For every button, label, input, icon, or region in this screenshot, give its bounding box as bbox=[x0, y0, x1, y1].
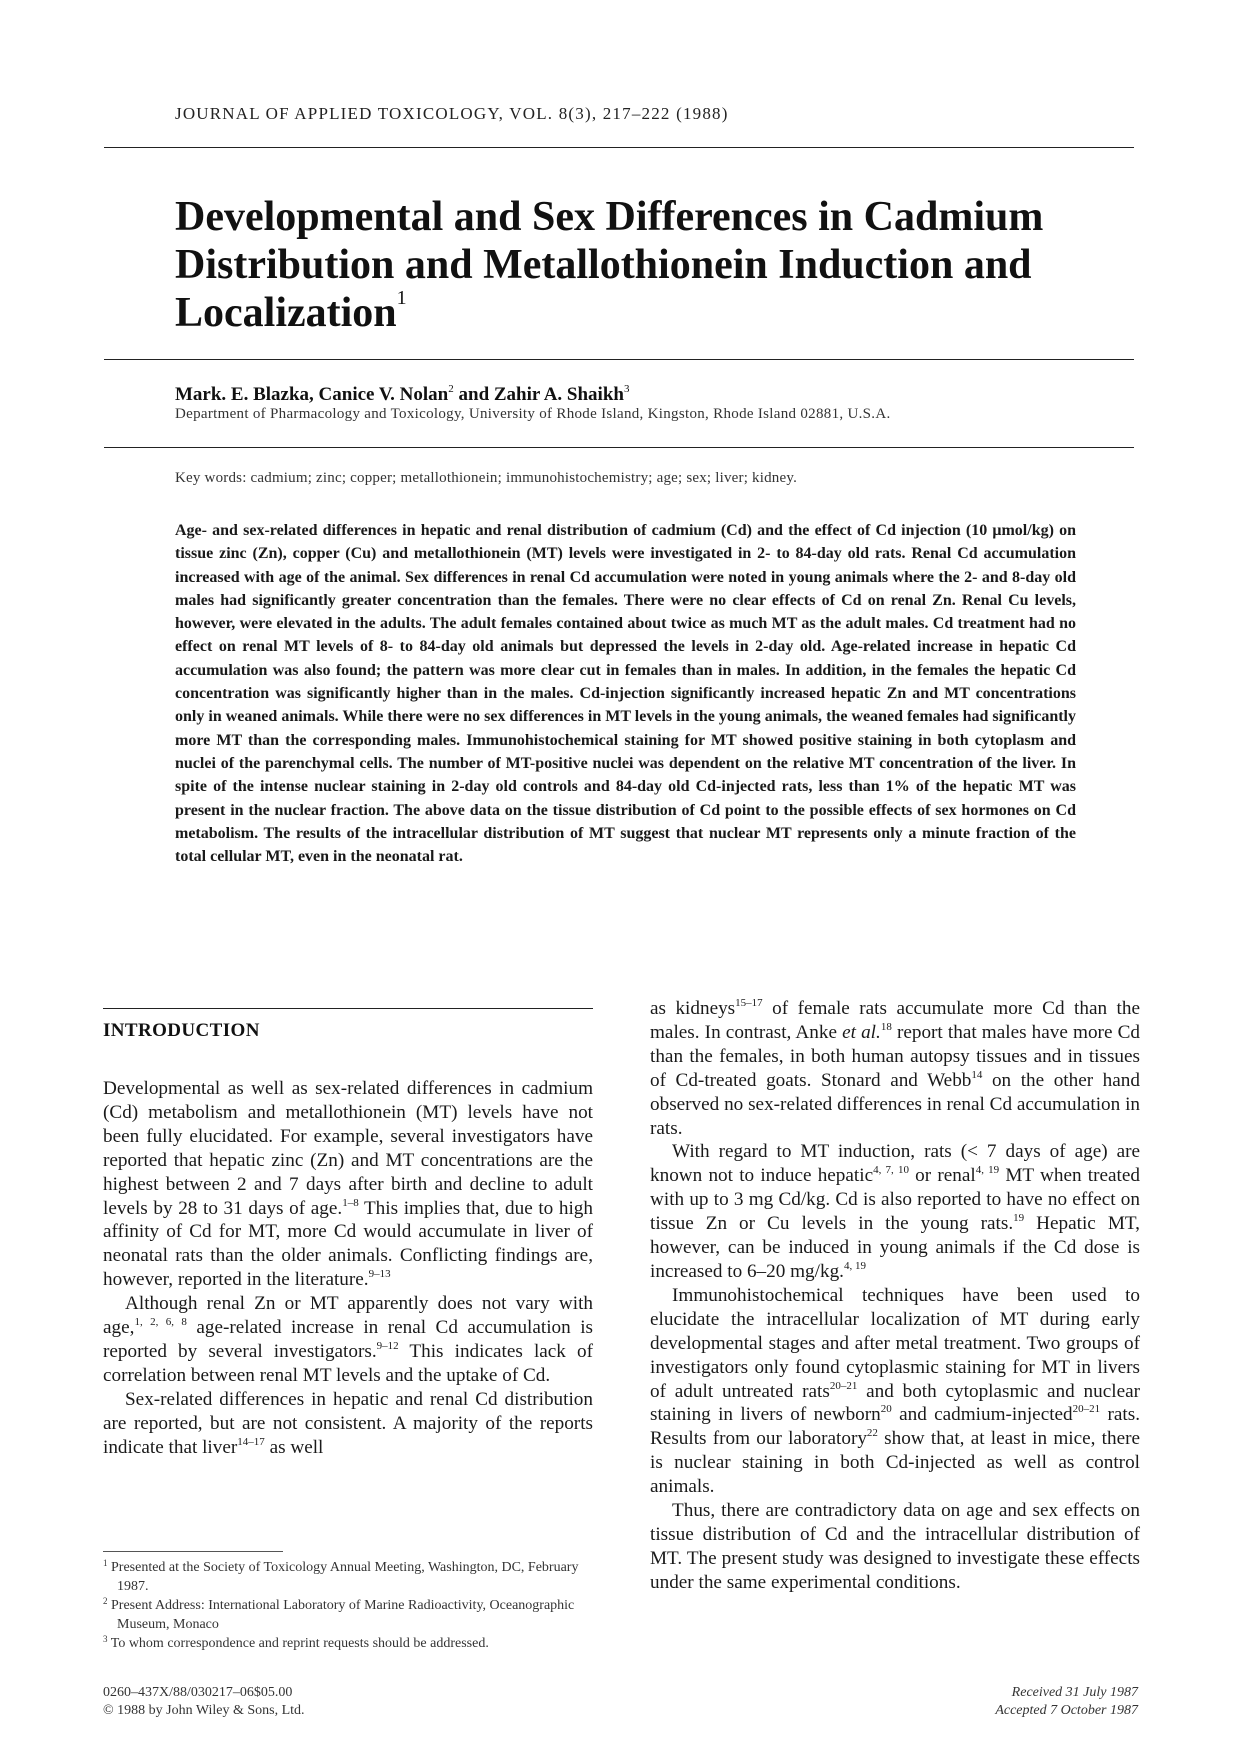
intro-paragraph-3 bbox=[103, 1388, 593, 1460]
text-span: rats. Results from our laboratory bbox=[650, 1404, 1140, 1450]
text-span: as kidneys bbox=[650, 998, 736, 1019]
italic-text: et al. bbox=[842, 1021, 881, 1043]
issn-code: 0260–437X/88/030217–06$05.00 bbox=[103, 1685, 293, 1700]
footnote-mark: 1 bbox=[103, 1558, 108, 1568]
footnotes bbox=[103, 1558, 603, 1653]
author-list bbox=[175, 384, 629, 406]
text-span: Developmental as well as sex-related differences in cadmium (Cd) metabolism and metallothionein (MT) levels have not been fully elucidated. For example, several investigators have reported that hepatic zinc (Zn) and MT concentrations are the highest between 2 and 7 days after birth and decline to adult levels by 28 to 31 days of age. bbox=[103, 1078, 593, 1219]
intro-paragraph-5 bbox=[650, 1140, 1140, 1283]
text-span: Sex-related differences in hepatic and renal Cd distribution are reported, but are not consistent. A majority of the reports indicate that liver bbox=[103, 1388, 593, 1458]
text-span: This implies that, due to high affinity of Cd for MT, more Cd would accumulate in liver of neonatal rats than the older animals. Conflicting findings are, however, reported in the literature. bbox=[103, 1197, 593, 1291]
citation: 20 bbox=[880, 1403, 892, 1416]
title-line-1: Developmental and Sex Differences in Cadmium bbox=[175, 194, 1044, 240]
text-span: or renal bbox=[908, 1165, 976, 1187]
section-rule bbox=[103, 1008, 593, 1009]
title-rule bbox=[104, 359, 1134, 360]
text-span: Hepatic MT, however, can be induced in young animals if the Cd dose is increased to 6–20 mg/kg. bbox=[650, 1213, 1140, 1282]
text-span: on the other hand observed no sex-related differences in renal Cd accumulation in rats. bbox=[650, 1069, 1140, 1139]
accepted-date: Accepted 7 October 1987 bbox=[995, 1703, 1138, 1718]
footnote-2 bbox=[103, 1596, 603, 1634]
footnote-rule bbox=[103, 1551, 283, 1552]
footnote-mark: 2 bbox=[103, 1596, 108, 1606]
citation: 9–12 bbox=[376, 1339, 399, 1352]
abstract: Age- and sex-related differences in hepatic and renal distribution of cadmium (Cd) and the effect of Cd injection (10 μmol/kg) on tissue zinc (Zn), copper (Cu) and metallothionein (MT) levels were investigated in 2- to 84-day old rats. Renal Cd accumulation increased with age of the animal. Sex differences in renal Cd accumulation were noted in young animals where the 2- and 8-day old males had significantly greater concentration than the females. There were no clear effects of Cd on renal Zn. Renal Cu levels, however, were elevated in the adults. The adult females contained about twice as much MT as the adult males. Cd treatment had no effect on renal MT levels of 8- to 84-day old animals but depressed the levels in 2-day old. Age-related increase in hepatic Cd accumulation was also found; the pattern was more clear cut in females than in males. In addition, in the females the hepatic Cd concentration was significantly higher than in the males. Cd-injection significantly increased hepatic Zn and MT concentrations only in weaned animals. While there were no sex differences in MT levels in the young animals, the weaned females had significantly more MT than the corresponding males. Immunohistochemical staining for MT showed positive staining in both cytoplasm and nuclei of the parenchymal cells. The number of MT-positive nuclei was dependent on the relative MT concentration of the liver. In spite of the intense nuclear staining in 2-day old controls and 84-day old Cd-injected rats, less than 1% of the hepatic MT was present in the nuclear fraction. The above data on the tissue distribution of Cd point to the possible effects of sex hormones on Cd metabolism. The results of the intracellular distribution of MT suggest that nuclear MT represents only a minute fraction of the total cellular MT, even in the neonatal rat. bbox=[175, 522, 1076, 866]
text-span: Although renal Zn or MT apparently does not vary with age, bbox=[103, 1293, 593, 1339]
received-date: Received 31 July 1987 bbox=[1011, 1685, 1138, 1700]
citation: 20–21 bbox=[1072, 1403, 1101, 1416]
author-names-1: Mark. E. Blazka, Canice V. Nolan bbox=[175, 384, 449, 405]
footnote-text: Present Address: International Laboratory of Marine Radioactivity, Oceanographic Museum, Monaco bbox=[111, 1598, 575, 1632]
footnote-text: Presented at the Society of Toxicology Annual Meeting, Washington, DC, February 1987. bbox=[111, 1560, 579, 1594]
keywords: Key words: cadmium; zinc; copper; metallothionein; immunohistochemistry; age; sex; liver; kidney. bbox=[175, 470, 798, 486]
introduction-right-column bbox=[650, 997, 1140, 1595]
running-head: JOURNAL OF APPLIED TOXICOLOGY, VOL. 8(3), 217–222 (1988) bbox=[175, 104, 729, 123]
citation: 19 bbox=[1013, 1212, 1025, 1225]
copyright-notice: © 1988 by John Wiley & Sons, Ltd. bbox=[103, 1703, 305, 1718]
article-title bbox=[175, 193, 1075, 337]
citation: 4, 19 bbox=[843, 1259, 866, 1272]
citation: 14–17 bbox=[237, 1435, 265, 1448]
intro-paragraph-2 bbox=[103, 1292, 593, 1388]
citation: 1, 2, 6, 8 bbox=[134, 1316, 187, 1329]
title-line-2: Distribution and Metallothionein Induction and bbox=[175, 242, 1032, 288]
footnote-1 bbox=[103, 1558, 603, 1596]
text-span: and both cytoplasmic and nuclear staining in livers of newborn bbox=[650, 1380, 1140, 1426]
author-note-3: 3 bbox=[623, 383, 630, 395]
citation: 4, 19 bbox=[975, 1164, 1000, 1177]
intro-paragraph-7 bbox=[650, 1499, 1140, 1595]
text-span: report that males have more Cd than the females, in both human autopsy tissues and in tissues of Cd-treated goats. Stonard and Webb bbox=[650, 1021, 1140, 1091]
footnote-mark: 3 bbox=[103, 1634, 108, 1644]
citation: 20–21 bbox=[829, 1379, 858, 1392]
author-note-2: 2 bbox=[448, 383, 454, 395]
text-span: Thus, there are contradictory data on age and sex effects on tissue distribution of Cd and the intracellular distribution of MT. The present study was designed to investigate these effects under the same experimental conditions. bbox=[650, 1500, 1140, 1593]
citation: 1–8 bbox=[342, 1196, 359, 1209]
copyright-block bbox=[103, 1684, 305, 1720]
affiliation-rule bbox=[104, 447, 1134, 448]
author-names-2: and Zahir A. Shaikh bbox=[453, 384, 624, 405]
citation: 22 bbox=[866, 1427, 878, 1440]
citation: 18 bbox=[880, 1020, 892, 1033]
text-span: With regard to MT induction, rats (< 7 days of age) are known not to induce hepatic bbox=[650, 1141, 1140, 1187]
article-dates bbox=[995, 1684, 1138, 1720]
citation: 14 bbox=[971, 1068, 983, 1081]
footnote-3 bbox=[103, 1634, 603, 1653]
citation: 9–13 bbox=[368, 1268, 391, 1281]
text-span: as well bbox=[264, 1436, 324, 1458]
footnote-text: To whom correspondence and reprint requests should be addressed. bbox=[110, 1636, 489, 1651]
citation: 15–17 bbox=[735, 997, 763, 1009]
text-span: and cadmium-injected bbox=[891, 1404, 1073, 1426]
text-span: age-related increase in renal Cd accumulation is reported by several investigators. bbox=[103, 1317, 593, 1362]
introduction-left-column bbox=[103, 1077, 593, 1460]
intro-paragraph-6 bbox=[650, 1284, 1140, 1499]
section-heading-introduction: INTRODUCTION bbox=[103, 1020, 260, 1041]
header-rule bbox=[104, 147, 1134, 148]
text-span: Immunohistochemical techniques have been used to elucidate the intracellular localization of MT during early developmental stages and after metal treatment. Two groups of investigators only found cytoplasmic staining for MT in livers of adult untreated rats bbox=[650, 1284, 1140, 1402]
title-footnote-mark: 1 bbox=[396, 287, 407, 309]
text-span: show that, at least in mice, there is nuclear staining in both Cd-injected as well as control animals. bbox=[650, 1428, 1140, 1498]
citation: 4, 7, 10 bbox=[873, 1164, 909, 1177]
intro-paragraph-1 bbox=[103, 1077, 593, 1292]
title-line-3: Localization bbox=[175, 290, 397, 336]
text-span: of female rats accumulate more Cd than the males. In contrast, Anke bbox=[650, 998, 1140, 1043]
text-span: MT when treated with up to 3 mg Cd/kg. Cd is also reported to have no effect on tissue Zn or Cu levels in the young rats. bbox=[650, 1165, 1140, 1235]
text-span: This indicates lack of correlation between renal MT levels and the uptake of Cd. bbox=[103, 1340, 593, 1386]
intro-paragraph-4 bbox=[650, 997, 1140, 1140]
author-affiliation: Department of Pharmacology and Toxicology, University of Rhode Island, Kingston, Rhode Island 02881, U.S.A. bbox=[175, 406, 891, 422]
